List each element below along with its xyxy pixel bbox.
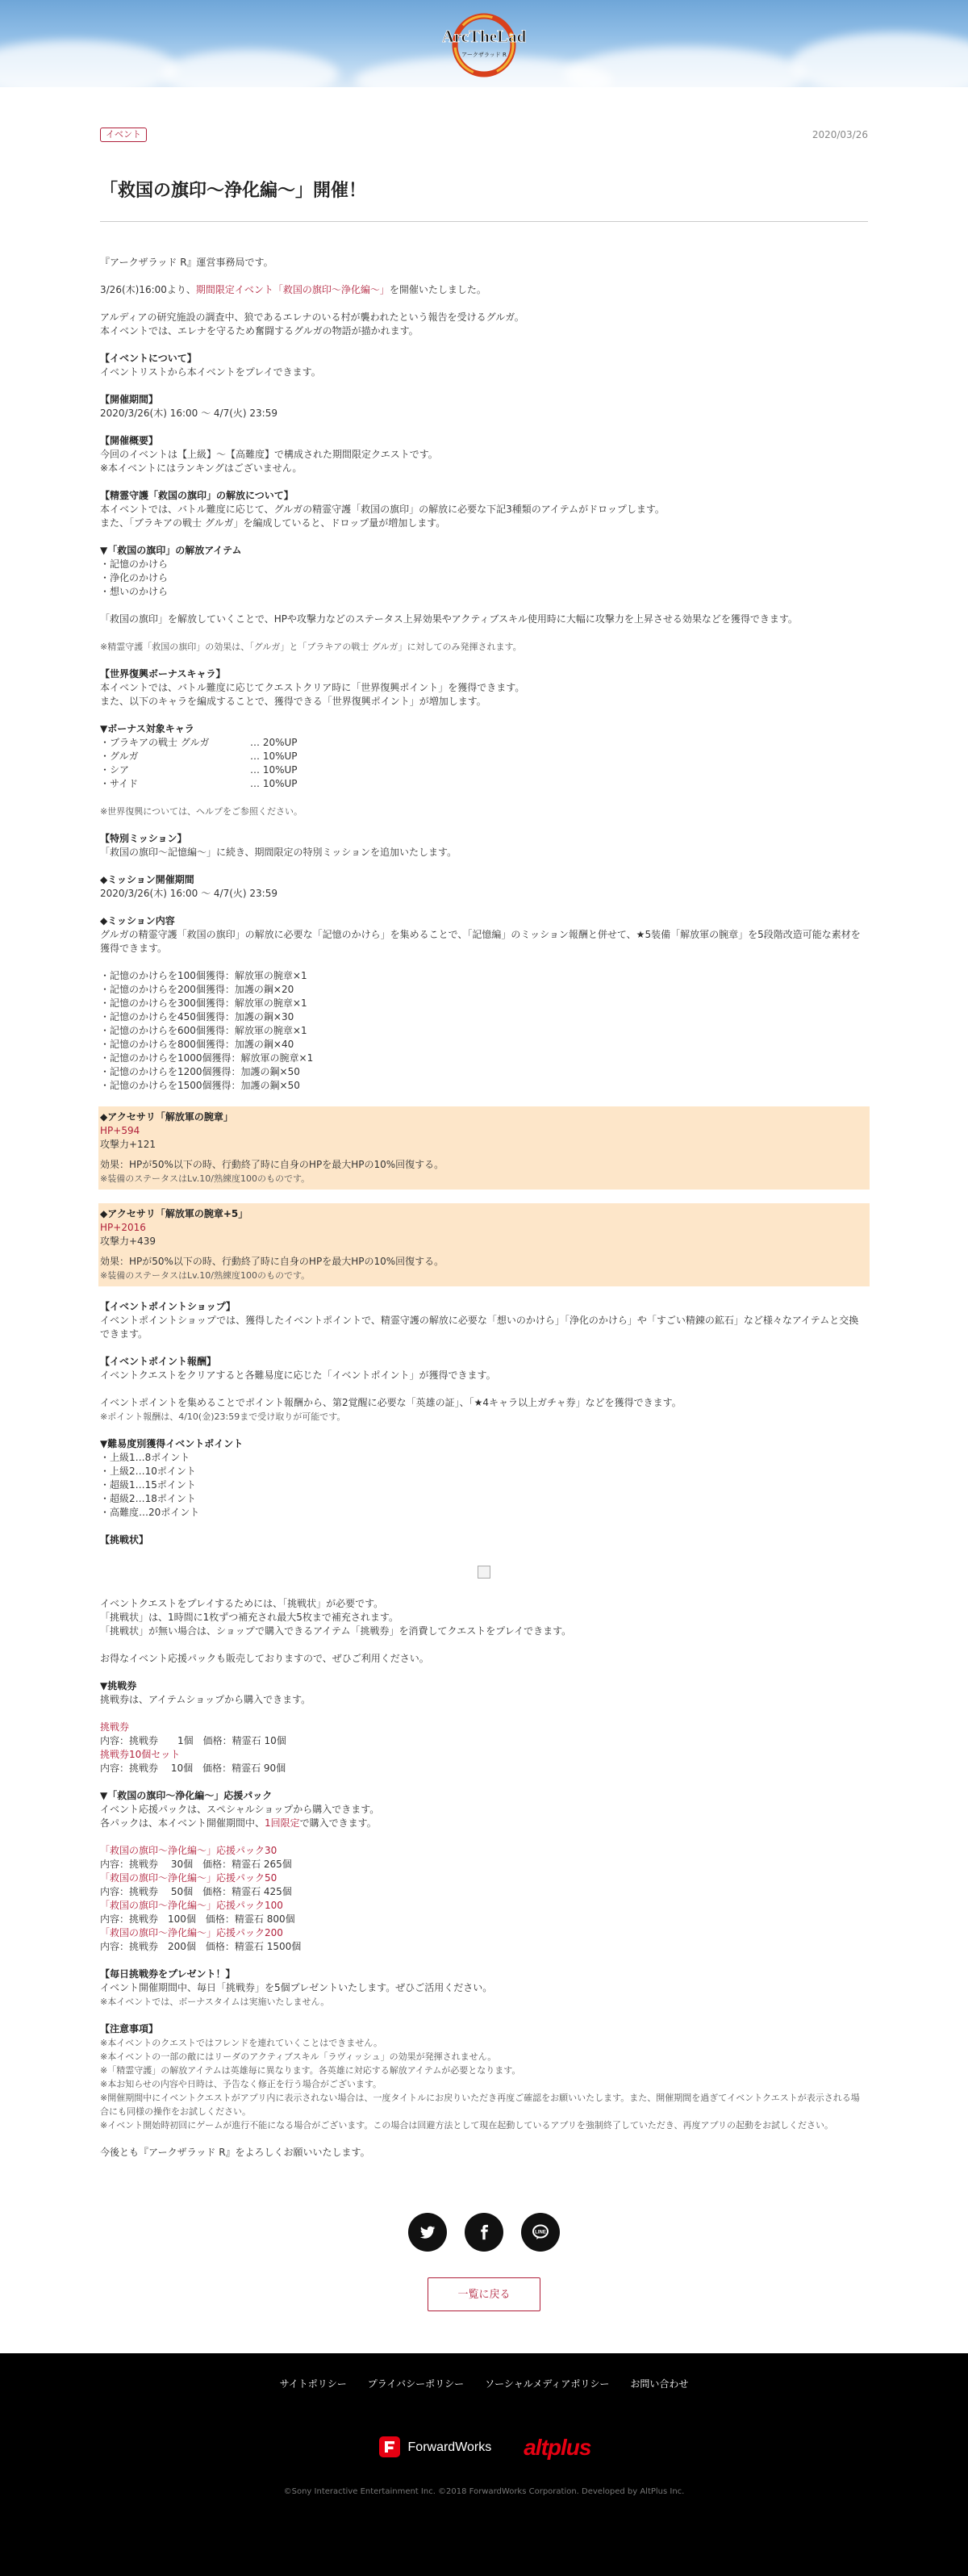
product-name: 「救国の旗印〜浄化編〜」応援パック30 (100, 1845, 277, 1856)
bonus-value: … 10%UP (250, 778, 298, 789)
broken-image-icon (478, 1566, 490, 1579)
product-name: 「救国の旗印〜浄化編〜」応援パック200 (100, 1927, 283, 1938)
footer-link-contact[interactable]: お問い合わせ (630, 2378, 689, 2390)
paragraph: 本イベントでは、バトル難度に応じてクエストクリア時に「世界復興ポイント」を獲得できます。 (100, 682, 525, 693)
mission-item: ・記憶のかけらを100個獲得：解放軍の腕章×1 (100, 970, 307, 981)
bonus-character: ・ブラキアの戦士 グルガ (100, 737, 210, 748)
caution-item: ※本イベントのクエストではフレンドを連れていくことはできません。 (100, 2038, 382, 2048)
paragraph: また、以下のキャラを編成することで、獲得できる「世界復興ポイント」が増加します。 (100, 696, 486, 707)
product-detail: 内容：挑戦券 100個 価格：精霊石 800個 (100, 1913, 295, 1925)
footer-link-social-media-policy[interactable]: ソーシャルメディアポリシー (485, 2378, 610, 2390)
footer-logos (0, 2433, 968, 2461)
forwardworks-logo-text: ForwardWorks (407, 2440, 492, 2454)
section-heading: 【精霊守護「救国の旗印」の解放について】 (100, 490, 294, 501)
altplus-logo[interactable]: altplus (524, 2434, 591, 2460)
paragraph: アルディアの研究施設の調査中、狼であるエレナのいる村が襲われたという報告を受けるグルガ。 (100, 312, 524, 323)
bonus-row (100, 777, 868, 791)
paragraph: 今回のイベントは【上級】〜【高難度】で構成された期間限定クエストです。 (100, 449, 438, 460)
article-container (100, 87, 868, 2311)
logo-subtext: アークザラッド R (461, 52, 507, 58)
section-heading: 【イベントポイントショップ】 (100, 1301, 236, 1312)
list-item: ・浄化のかけら (100, 572, 169, 583)
product-detail: 内容：挑戦券 200個 価格：精霊石 1500個 (100, 1941, 302, 1952)
footer (0, 2353, 968, 2576)
paragraph: 本イベントでは、バトル難度に応じて、グルガの精霊守護「救国の旗印」の解放に必要な下記3種類のアイテムがドロップします。 (100, 504, 665, 515)
footer-link-privacy-policy[interactable]: プライバシーポリシー (367, 2378, 465, 2390)
paragraph: グルガの精霊守護「救国の旗印」の解放に必要な「記憶のかけら」を集めることで、「記憶編」のミッション報酬と併せて、★5装備「解放軍の腕章」を5段階改造可能な素材を獲得できます。 (100, 929, 861, 954)
caution-item: ※本お知らせの内容や日時は、予告なく修正を行う場合がございます。 (100, 2079, 382, 2089)
paragraph: また、「ブラキアの戦士 グルガ」を編成していると、ドロップ量が増加します。 (100, 517, 446, 529)
cloud-shape (0, 40, 177, 87)
subsection-heading: ▼ボーナス対象キャラ (100, 723, 194, 734)
paragraph: 2020/3/26(木) 16:00 〜 4/7(火) 23:59 (100, 888, 277, 899)
arc-the-lad-logo[interactable] (442, 3, 526, 81)
section-heading: 【挑戦状】 (100, 1534, 149, 1545)
bonus-character: ・グルガ (100, 751, 139, 762)
accessory-stat: HP+594 (100, 1125, 140, 1136)
caution-item: ※イベント開始時初回にゲームが進行不能になる場合がございます。この場合は回避方法として現在起動しているアプリを強制終了していただき、再度アプリの起動をお試しください。 (100, 2120, 834, 2131)
back-to-list-button[interactable]: 一覧に戻る (428, 2277, 540, 2311)
paragraph: 2020/3/26(木) 16:00 〜 4/7(火) 23:59 (100, 408, 277, 419)
paragraph: イベントクエストをプレイするためには、「挑戦状」が必要です。 (100, 1598, 384, 1609)
section-heading: 【世界復興ボーナスキャラ】 (100, 668, 226, 680)
paragraph: イベント開催期間中、毎日「挑戦券」を5個プレゼントいたします。ぜひご活用ください。 (100, 1982, 493, 1993)
accessory-note: ※装備のステータスはLv.10/熟練度100のものです。 (100, 1173, 311, 1184)
text: を開催いたしました。 (389, 284, 486, 295)
mission-item: ・記憶のかけらを300個獲得：解放軍の腕章×1 (100, 997, 307, 1009)
caution-item: ※本イベントの一部の敵にはリーダのアクティブスキル「ラヴィッシュ」の効果が発揮されません。 (100, 2051, 497, 2062)
mission-item: ・記憶のかけらを600個獲得：解放軍の腕章×1 (100, 1025, 307, 1036)
line-share-button[interactable] (521, 2213, 560, 2252)
section-heading: 【特別ミッション】 (100, 833, 187, 844)
caution-item: ※「精霊守護」の解放アイテムは英雄毎に異なります。各英雄に対応する解放アイテムが必要となります。 (100, 2065, 521, 2076)
subsection-heading: ▼「救国の旗印」の解放アイテム (100, 545, 242, 556)
mission-item: ・記憶のかけらを800個獲得：加護の鋼×40 (100, 1039, 294, 1050)
section-heading: 【開催概要】 (100, 435, 159, 446)
product-name: 挑戦券 (100, 1721, 130, 1733)
bonus-value: … 20%UP (250, 737, 298, 748)
caution-item: ※開催期間中にイベントクエストがアプリ内に表示されない場合は、一度タイトルにお戻りいただき再度ご確認をお願いいたします。また、開催期間を過ぎてイベントクエストが表示される場合にも同様の操作をお試しください。 (100, 2093, 860, 2117)
list-item: ・超級2…18ポイント (100, 1493, 196, 1504)
text: 各パックは、本イベント開催期間中、 (100, 1817, 265, 1829)
accessory-stat: HP+2016 (100, 1222, 146, 1233)
product-name: 挑戦券10個セット (100, 1749, 181, 1760)
section-heading: 【開催期間】 (100, 394, 159, 405)
accessory-box (98, 1203, 870, 1286)
subsection-heading: ▼難易度別獲得イベントポイント (100, 1438, 244, 1449)
accessory-title: ◆アクセサリ「解放軍の腕章+5」 (100, 1208, 248, 1219)
paragraph: イベント応援パックは、スペシャルショップから購入できます。 (100, 1804, 380, 1815)
paragraph (100, 283, 868, 297)
product-name: 「救国の旗印〜浄化編〜」応援パック100 (100, 1900, 283, 1911)
product-detail: 内容：挑戦券 10個 価格：精霊石 90個 (100, 1763, 286, 1774)
twitter-icon (419, 2223, 436, 2241)
section-heading: 【注意事項】 (100, 2023, 159, 2034)
bonus-character: ・サイド (100, 778, 139, 789)
paragraph: イベントポイントショップでは、獲得したイベントポイントで、精霊守護の解放に必要な「想いのかけら」「浄化のかけら」や「すごい精錬の鉱石」など様々なアイテムと交換できます。 (100, 1315, 859, 1340)
bonus-row (100, 763, 868, 777)
paragraph: イベントリストから本イベントをプレイできます。 (100, 366, 321, 378)
list-item: ・高難度…20ポイント (100, 1507, 200, 1518)
broken-image-placeholder (100, 1561, 868, 1583)
section-heading: 【イベントポイント報酬】 (100, 1356, 217, 1367)
accessory-effect: 効果：HPが50%以下の時、行動終了時に自身のHPを最大HPの10%回復する。 (100, 1159, 444, 1170)
header-banner (0, 0, 968, 87)
note: ※精霊守護「救国の旗印」の効果は、「グルガ」と「ブラキアの戦士 グルガ」に対してのみ発揮されます。 (100, 642, 522, 652)
note: ※世界復興については、ヘルプをご参照ください。 (100, 806, 302, 817)
accessory-note: ※装備のステータスはLv.10/熟練度100のものです。 (100, 1270, 311, 1281)
paragraph: 「挑戦状」は、1時間に1枚ずつ補充され最大5枚まで補充されます。 (100, 1612, 398, 1623)
bonus-row (100, 750, 868, 763)
paragraph: 今後とも『アークザラッド R』をよろしくお願いいたします。 (100, 2147, 370, 2158)
product-detail: 内容：挑戦券 50個 価格：精霊石 425個 (100, 1886, 292, 1897)
mission-item: ・記憶のかけらを1000個獲得：解放軍の腕章×1 (100, 1052, 314, 1064)
back-wrap (100, 2277, 868, 2311)
cloud-shape (161, 50, 339, 87)
bonus-row (100, 736, 868, 750)
text: 3/26(木)16:00より、 (100, 284, 196, 295)
footer-link-site-policy[interactable]: サイトポリシー (279, 2378, 347, 2390)
facebook-share-button[interactable] (465, 2213, 503, 2252)
paragraph (100, 1817, 868, 1830)
accessory-title: ◆アクセサリ「解放軍の腕章」 (100, 1111, 233, 1123)
text: で購入できます。 (299, 1817, 377, 1829)
paragraph: イベントポイントを集めることでポイント報酬から、第2覚醒に必要な「英雄の証」、「★4キャラ以上ガチャ券」などを獲得できます。 (100, 1397, 682, 1408)
bonus-value: … 10%UP (250, 751, 298, 762)
product-detail: 内容：挑戦券 1個 価格：精霊石 10個 (100, 1735, 286, 1746)
category-tag[interactable]: イベント (100, 128, 147, 142)
mission-item: ・記憶のかけらを1200個獲得：加護の鋼×50 (100, 1066, 300, 1077)
post-date: 2020/03/26 (812, 128, 868, 140)
footer-nav (0, 2353, 968, 2391)
forwardworks-logo[interactable] (378, 2435, 492, 2459)
product-detail: 内容：挑戦券 30個 価格：精霊石 265個 (100, 1859, 292, 1870)
twitter-share-button[interactable] (408, 2213, 447, 2252)
accessory-stat: 攻撃力+121 (100, 1139, 156, 1150)
mission-item: ・記憶のかけらを450個獲得：加護の鋼×30 (100, 1011, 294, 1022)
paragraph: 『アークザラッド R』運営事務局です。 (100, 257, 273, 268)
subsection-heading: ▼挑戦券 (100, 1680, 137, 1692)
section-heading: 【イベントについて】 (100, 353, 197, 364)
facebook-icon (476, 2224, 492, 2240)
bonus-character: ・シア (100, 764, 130, 776)
paragraph: 「救国の旗印〜記憶編〜」に続き、期間限定の特別ミッションを追加いたします。 (100, 847, 457, 858)
section-heading: 【毎日挑戦券をプレゼント！】 (100, 1968, 236, 1980)
subsection-heading: ◆ミッション内容 (100, 915, 175, 926)
subsection-heading: ▼「救国の旗印〜浄化編〜」応援パック (100, 1790, 273, 1801)
mission-item: ・記憶のかけらを200個獲得：加護の鋼×20 (100, 984, 294, 995)
article-body (100, 222, 868, 2160)
paragraph: お得なイベント応援パックも販売しておりますので、ぜひご利用ください。 (100, 1653, 429, 1664)
list-item: ・超級1…15ポイント (100, 1479, 196, 1491)
forwardworks-mark-icon (378, 2435, 402, 2459)
list-item: ・上級2…10ポイント (100, 1466, 196, 1477)
list-item: ・記憶のかけら (100, 558, 169, 570)
note: ※本イベントでは、ボーナスタイムは実施いたしません。 (100, 1997, 330, 2007)
accessory-effect: 効果：HPが50%以下の時、行動終了時に自身のHPを最大HPの10%回復する。 (100, 1256, 444, 1267)
logo-text: ArcTheLad (442, 27, 526, 46)
line-icon (531, 2223, 550, 2242)
bonus-value: … 10%UP (250, 764, 298, 776)
limit-highlight: 1回限定 (265, 1817, 300, 1829)
mission-item: ・記憶のかけらを1500個獲得：加護の鋼×50 (100, 1080, 300, 1091)
accessory-stat: 攻撃力+439 (100, 1236, 156, 1247)
cloud-shape (791, 32, 968, 87)
paragraph: 「救国の旗印」を解放していくことで、HPや攻撃力などのステータス上昇効果やアクティブスキル使用時に大幅に攻撃力を上昇させる効果などを獲得できます。 (100, 613, 798, 625)
subsection-heading: ◆ミッション開催期間 (100, 874, 194, 885)
paragraph: ※本イベントにはランキングはございません。 (100, 462, 302, 474)
paragraph: 本イベントでは、エレナを守るため奮闘するグルガの物語が描かれます。 (100, 325, 419, 337)
page-title: 「救国の旗印〜浄化編〜」開催！ (100, 179, 868, 222)
article-meta (100, 126, 868, 144)
accessory-box (98, 1106, 870, 1190)
list-item: ・上級1…8ポイント (100, 1452, 190, 1463)
event-name-highlight: 期間限定イベント「救国の旗印〜浄化編〜」 (195, 284, 390, 295)
note: ※ポイント報酬は、4/10(金)23:59まで受け取りが可能です。 (100, 1411, 346, 1422)
svg-text:LINE: LINE (535, 2230, 546, 2235)
share-buttons (100, 2213, 868, 2252)
list-item: ・想いのかけら (100, 586, 169, 597)
product-name: 「救国の旗印〜浄化編〜」応援パック50 (100, 1872, 277, 1884)
paragraph: イベントクエストをクリアすると各難易度に応じた「イベントポイント」が獲得できます。 (100, 1370, 496, 1381)
paragraph: 挑戦券は、アイテムショップから購入できます。 (100, 1694, 311, 1705)
paragraph: 「挑戦状」が無い場合は、ショップで購入できるアイテム「挑戦券」を消費してクエストをプレイできます。 (100, 1625, 572, 1637)
copyright: ©Sony Interactive Entertainment Inc. ©2018 ForwardWorks Corporation. Developed by AltPlus Inc. (283, 2487, 685, 2496)
